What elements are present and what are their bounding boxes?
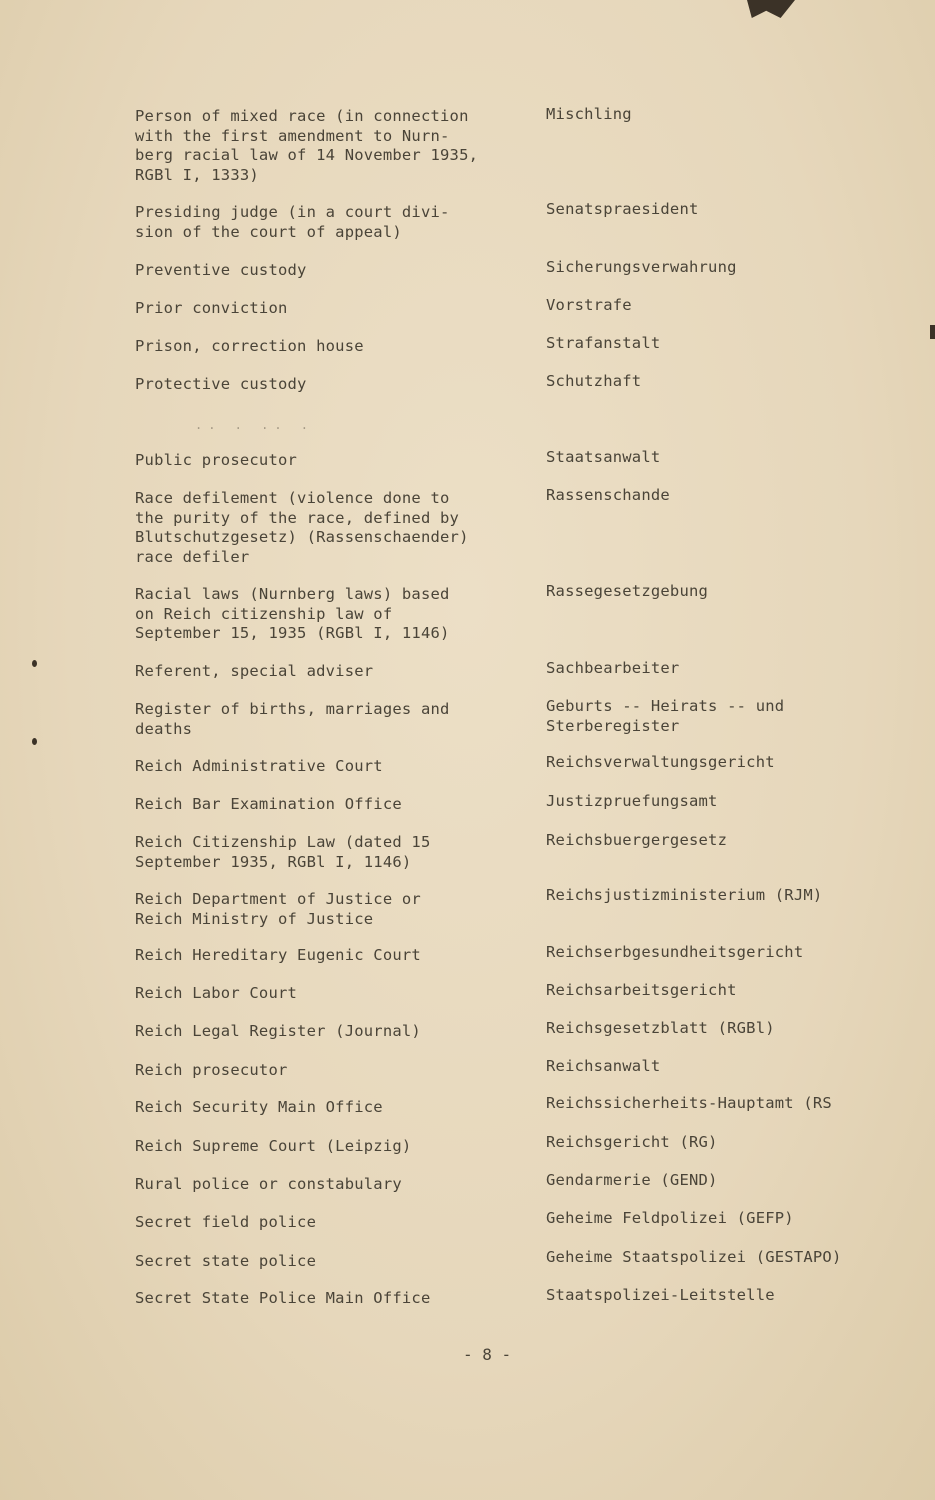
entry-german: Geheime Feldpolizei (GEFP) (546, 1209, 794, 1227)
entry-german: Justizpruefungsamt (546, 792, 718, 810)
entry-english: Reich Department of Justice or Reich Ministry of Justice (135, 890, 421, 928)
entry-german: Vorstrafe (546, 296, 632, 314)
entry-english: Reich Bar Examination Office (135, 795, 402, 813)
entry-english: Reich Administrative Court (135, 757, 383, 775)
edge-mark (930, 325, 935, 339)
entry-english: Reich prosecutor (135, 1061, 288, 1079)
entry-german: Reichsbuergergesetz (546, 831, 728, 849)
punch-mark (32, 660, 37, 667)
entry-german: Staatspolizei-Leitstelle (546, 1286, 775, 1304)
entry-english: Secret State Police Main Office (135, 1289, 431, 1307)
entry-english: Reich Security Main Office (135, 1098, 383, 1116)
entry-german: Senatspraesident (546, 200, 699, 218)
entry-german: Mischling (546, 105, 632, 123)
punch-mark (32, 738, 37, 745)
entry-german: Schutzhaft (546, 372, 642, 390)
entry-english: Reich Supreme Court (Leipzig) (135, 1137, 412, 1155)
entry-german: Reichsarbeitsgericht (546, 981, 737, 999)
entry-english: Racial laws (Nurnberg laws) based on Reich citizenship law of September 15, 1935 (RGBl I, 1146) (135, 585, 450, 642)
entry-german: Geheime Staatspolizei (GESTAPO) (546, 1248, 842, 1266)
entry-german: Reichsgericht (RG) (546, 1133, 718, 1151)
entry-english: Prior conviction (135, 299, 288, 317)
entry-english: Reich Legal Register (Journal) (135, 1022, 421, 1040)
entry-german: Reichssicherheits-Hauptamt (RS (546, 1094, 832, 1112)
entry-english: Protective custody (135, 375, 307, 393)
entry-german: Reichsgesetzblatt (RGBl) (546, 1019, 775, 1037)
entry-english: Secret state police (135, 1252, 317, 1270)
entry-english: Presiding judge (in a court divi- sion of the court of appeal) (135, 203, 450, 241)
entry-german: Rassenschande (546, 486, 670, 504)
entry-english: Preventive custody (135, 261, 307, 279)
entry-german: Gendarmerie (GEND) (546, 1171, 718, 1189)
page-number: - 8 - (463, 1345, 512, 1364)
entry-english: Reich Labor Court (135, 984, 298, 1002)
faint-smudge: .. . .. . (195, 418, 315, 432)
entry-english: Rural police or constabulary (135, 1175, 402, 1193)
entry-german: Rassegesetzgebung (546, 582, 709, 600)
entry-english: Referent, special adviser (135, 662, 374, 680)
entry-german: Strafanstalt (546, 334, 661, 352)
entry-german: Reichsjustizministerium (RJM) (546, 886, 823, 904)
entry-english: Secret field police (135, 1213, 317, 1231)
entry-german: Sicherungsverwahrung (546, 258, 737, 276)
entry-german: Staatsanwalt (546, 448, 661, 466)
entry-english: Reich Citizenship Law (dated 15 September 1935, RGBl I, 1146) (135, 833, 431, 871)
entry-english: Prison, correction house (135, 337, 364, 355)
entry-german: Geburts -- Heirats -- und Sterberegister (546, 697, 785, 735)
entry-german: Reichsverwaltungsgericht (546, 753, 775, 771)
entry-german: Reichserbgesundheitsgericht (546, 943, 804, 961)
entry-english: Register of births, marriages and deaths (135, 700, 450, 738)
entry-english: Person of mixed race (in connection with the first amendment to Nurn- berg racial law of 14 November 1935, RGBl I, 1333) (135, 107, 479, 184)
entry-english: Race defilement (violence done to the purity of the race, defined by Blutschutzgesetz) (Rassenschaender) race defiler (135, 489, 469, 566)
entry-english: Reich Hereditary Eugenic Court (135, 946, 421, 964)
entry-german: Reichsanwalt (546, 1057, 661, 1075)
entry-german: Sachbearbeiter (546, 659, 680, 677)
entry-english: Public prosecutor (135, 451, 298, 469)
